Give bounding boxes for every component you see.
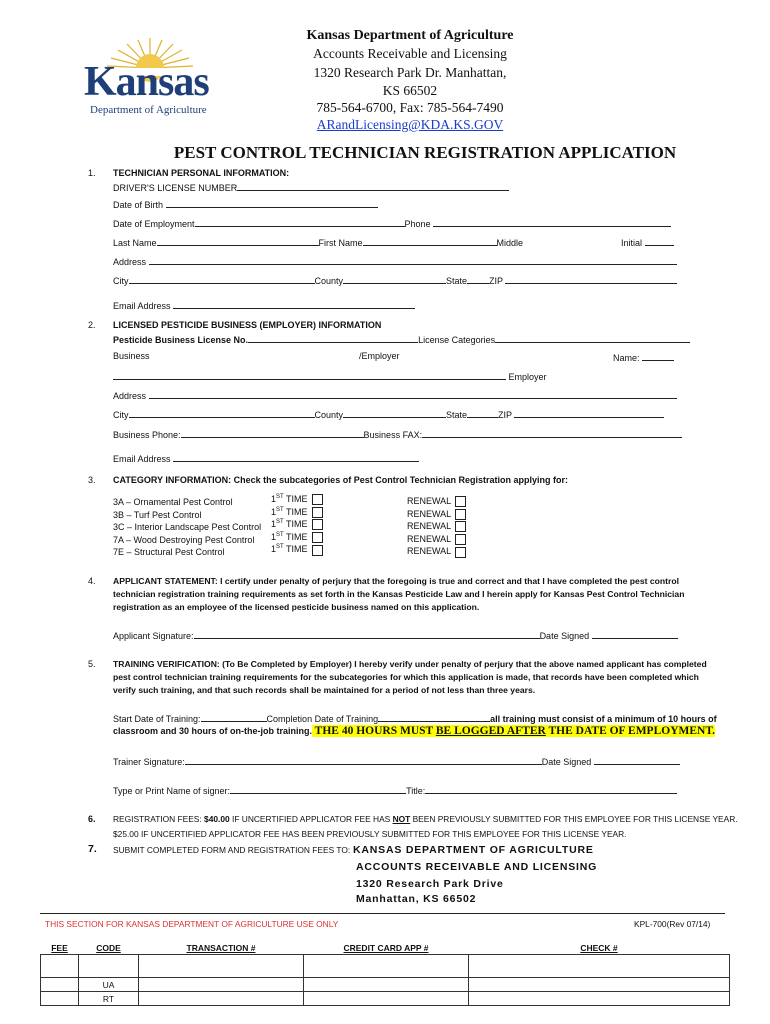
first-time-checkbox[interactable] xyxy=(312,507,323,518)
office-notice: THIS SECTION FOR KANSAS DEPARTMENT OF AGRICULTURE USE ONLY xyxy=(45,919,339,929)
dob-field[interactable] xyxy=(166,198,378,208)
doe-label: Date of Employment xyxy=(113,219,195,229)
last-name-label: Last Name xyxy=(113,238,157,248)
section-3-heading: CATEGORY INFORMATION: Check the subcategories of Pest Control Technician Registration applying for: xyxy=(113,475,569,485)
completion-date-label: Completion Date of Training xyxy=(266,714,379,724)
license-row xyxy=(113,333,690,345)
last-name-field[interactable] xyxy=(157,236,319,246)
city-row xyxy=(113,274,677,286)
code-cell[interactable] xyxy=(79,955,139,978)
header-address2: KS 66502 xyxy=(382,83,438,98)
col-credit-card: CREDIT CARD APP # xyxy=(343,942,429,953)
emp-address-field[interactable] xyxy=(149,389,677,399)
hours-banner-a: THE 40 HOURS MUST xyxy=(312,725,436,737)
license-categories-field[interactable] xyxy=(495,333,690,343)
first-time-option xyxy=(271,507,323,518)
doe-row xyxy=(113,217,671,229)
drivers-license-label: DRIVER'S LICENSE NUMBER xyxy=(113,183,238,193)
fee-line-1 xyxy=(113,814,738,824)
category-row xyxy=(113,510,202,520)
header-email-link[interactable]: ARandLicensing@KDA.KS.GOV xyxy=(316,117,504,132)
col-check: CHECK # xyxy=(580,942,618,953)
renewal-checkbox[interactable] xyxy=(455,509,466,520)
emp-address-row xyxy=(113,389,677,401)
address-row xyxy=(113,255,677,267)
first-time-number: 1 xyxy=(271,544,277,555)
office-use-table xyxy=(40,941,730,1006)
initial-row xyxy=(621,236,674,248)
first-time-checkbox[interactable] xyxy=(312,545,323,556)
first-time-number: 1 xyxy=(271,519,277,530)
start-date-label: Start Date of Training: xyxy=(113,714,201,724)
phone-field[interactable] xyxy=(433,217,671,227)
zip-label: ZIP xyxy=(489,276,503,286)
check-cell[interactable] xyxy=(469,992,730,1006)
email-label: Email Address xyxy=(113,301,171,311)
first-name-field[interactable] xyxy=(363,236,497,246)
fee-text-a: IF UNCERTIFIED APPLICATOR FEE HAS xyxy=(229,814,393,824)
training-requirement-2: classroom and 30 hours of on-the-job training. xyxy=(113,726,313,736)
emp-city-label: City xyxy=(113,410,129,420)
city-field[interactable] xyxy=(129,274,315,284)
training-requirement-1: all training must consist of a minimum of 10 hours of xyxy=(490,714,717,724)
first-time-number: 1 xyxy=(271,506,277,517)
business-phone-row xyxy=(113,428,682,440)
drivers-license-row xyxy=(113,181,509,193)
business-phone-field[interactable] xyxy=(181,428,364,438)
form-id: KPL-700(Rev 07/14) xyxy=(634,919,711,929)
county-field[interactable] xyxy=(343,274,446,284)
state-label: State xyxy=(446,276,468,286)
col-code: CODE xyxy=(96,942,121,953)
section-3-number: 3. xyxy=(88,475,96,485)
applicant-statement: APPLICANT STATEMENT: I certify under penalty of perjury that the foregoing is true and correct and that I have completed the pest control technician registration training requirements as set forth in the Kansas Pesticide Law and I herein apply for Kansas Pest Control Technician registration as an employee of the licensed pesticide business named on this application. xyxy=(113,576,685,612)
city-label: City xyxy=(113,276,129,286)
emp-zip-label: ZIP xyxy=(498,410,512,420)
signer-name-row xyxy=(113,784,677,796)
table-row xyxy=(41,992,730,1006)
employer-label: /Employer xyxy=(359,351,400,361)
trainer-date-label: Date Signed xyxy=(541,757,592,767)
first-time-sup: ST xyxy=(276,531,284,538)
business-label: Business xyxy=(113,351,150,361)
renewal-checkbox[interactable] xyxy=(455,521,466,532)
trainer-date-field[interactable] xyxy=(594,755,680,765)
name-row xyxy=(113,236,523,248)
code-cell: UA xyxy=(79,978,139,992)
first-name-label: First Name xyxy=(318,238,363,248)
emp-email-row xyxy=(113,452,419,464)
hours-banner-b: BE LOGGED AFTER xyxy=(435,725,546,737)
category-row xyxy=(113,535,254,545)
fee-cell[interactable] xyxy=(41,955,79,978)
first-time-option xyxy=(271,532,323,543)
first-time-sup: ST xyxy=(276,544,284,551)
business-name-label: Name: xyxy=(613,353,640,363)
header-address1: 1320 Research Park Dr. Manhattan, xyxy=(313,65,507,80)
transaction-cell[interactable] xyxy=(139,992,304,1006)
col-transaction: TRANSACTION # xyxy=(186,942,256,953)
page-title: PEST CONTROL TECHNICIAN REGISTRATION APPLICATION xyxy=(173,143,677,162)
emp-city-field[interactable] xyxy=(129,408,315,418)
fee-not: NOT xyxy=(392,814,411,824)
submit-address-4: Manhattan, KS 66502 xyxy=(356,893,477,905)
emp-email-label: Email Address xyxy=(113,454,171,464)
name-label-row xyxy=(613,351,674,363)
license-categories-label: License Categories xyxy=(418,335,496,345)
header-division: Accounts Receivable and Licensing xyxy=(313,46,507,61)
renewal-label: RENEWAL xyxy=(407,508,452,519)
training-req-row xyxy=(113,725,715,737)
renewal-label: RENEWAL xyxy=(407,496,452,506)
section-7-number: 7. xyxy=(88,843,97,855)
category-label: 3C – Interior Landscape Pest Control xyxy=(113,522,262,533)
table-row xyxy=(41,955,730,978)
submit-address-2: ACCOUNTS RECEIVABLE AND LICENSING xyxy=(356,861,598,873)
code-cell: RT xyxy=(79,992,139,1006)
emp-county-field[interactable] xyxy=(343,408,446,418)
renewal-checkbox[interactable] xyxy=(455,534,466,545)
section-6-number: 6. xyxy=(88,814,96,824)
renewal-label: RENEWAL xyxy=(407,546,452,557)
submit-address-3: 1320 Research Park Drive xyxy=(356,878,504,890)
business-name-field[interactable] xyxy=(642,351,674,361)
email-field[interactable] xyxy=(173,299,415,309)
signer-title-label: Title: xyxy=(406,786,426,796)
emp-address-label: Address xyxy=(113,391,147,401)
category-row xyxy=(113,547,225,557)
first-time-checkbox[interactable] xyxy=(312,519,323,530)
first-time-sup: ST xyxy=(276,519,284,526)
license-field[interactable] xyxy=(248,333,418,343)
first-time-label: TIME xyxy=(286,494,308,504)
office-divider xyxy=(40,913,725,914)
transaction-cell[interactable] xyxy=(139,955,304,978)
first-time-checkbox[interactable] xyxy=(312,532,323,543)
credit-card-cell[interactable] xyxy=(304,992,469,1006)
signer-name-field[interactable] xyxy=(230,784,406,794)
email-row xyxy=(113,299,415,311)
first-time-label: TIME xyxy=(286,531,308,542)
section-2-number: 2. xyxy=(88,320,96,330)
renewal-option xyxy=(407,496,466,507)
first-time-option xyxy=(271,494,323,505)
renewal-option xyxy=(407,509,466,520)
emp-city-row xyxy=(113,408,664,420)
fee-text-b: BEEN PREVIOUSLY SUBMITTED FOR THIS EMPLOYEE FOR THIS LICENSE YEAR. xyxy=(410,814,738,824)
check-cell[interactable] xyxy=(469,978,730,992)
trainer-signature-label: Trainer Signature: xyxy=(113,757,185,767)
category-label: 7E – Structural Pest Control xyxy=(113,547,225,558)
table-header-row xyxy=(41,941,730,955)
license-label: Pesticide Business License No. xyxy=(113,335,249,345)
renewal-label: RENEWAL xyxy=(407,533,452,544)
employer-row xyxy=(113,370,547,382)
renewal-checkbox[interactable] xyxy=(455,496,466,507)
check-cell[interactable] xyxy=(469,955,730,978)
fee-amount: $40.00 xyxy=(201,814,230,824)
category-label: 3A – Ornamental Pest Control xyxy=(113,497,233,507)
drivers-license-field[interactable] xyxy=(237,181,509,191)
initial-field[interactable] xyxy=(645,236,674,246)
section-1-number: 1. xyxy=(88,168,96,178)
emp-county-label: County xyxy=(314,410,344,420)
first-time-option xyxy=(271,519,323,530)
emp-state-field[interactable] xyxy=(467,408,498,418)
header-phone: 785-564-6700, Fax: 785-564-7490 xyxy=(316,100,504,115)
section-1-heading: TECHNICIAN PERSONAL INFORMATION: xyxy=(113,168,290,178)
phone-label: Phone xyxy=(404,219,431,229)
county-label: County xyxy=(314,276,344,286)
renewal-option xyxy=(407,534,466,545)
renewal-label: RENEWAL xyxy=(407,521,452,532)
first-time-checkbox[interactable] xyxy=(312,494,323,505)
emp-email-field[interactable] xyxy=(173,452,419,462)
logo-wordmark: Kansas xyxy=(84,59,209,105)
first-time-label: TIME xyxy=(286,506,308,517)
training-dates-row xyxy=(113,712,717,724)
applicant-signature-row xyxy=(113,629,678,641)
header-org: Kansas Department of Agriculture xyxy=(306,28,514,43)
trainer-signature-row xyxy=(113,755,680,767)
employer2-label: Employer xyxy=(508,372,547,382)
category-label: 7A – Wood Destroying Pest Control xyxy=(113,534,255,545)
logo-subtitle: Department of Agriculture xyxy=(90,104,207,116)
category-row xyxy=(113,497,233,507)
submit-label: SUBMIT COMPLETED FORM AND REGISTRATION FEES TO: xyxy=(113,845,351,855)
first-time-sup: ST xyxy=(276,494,284,500)
credit-card-cell[interactable] xyxy=(304,955,469,978)
section-2-heading: LICENSED PESTICIDE BUSINESS (EMPLOYER) INFORMATION xyxy=(113,320,382,330)
renewal-option xyxy=(407,521,466,532)
completion-date-field[interactable] xyxy=(378,712,490,722)
first-time-label: TIME xyxy=(286,544,308,555)
first-time-sup: ST xyxy=(276,506,284,513)
section-5-number: 5. xyxy=(88,659,96,669)
table-row xyxy=(41,978,730,992)
address-label: Address xyxy=(113,257,147,267)
col-fee: FEE xyxy=(51,942,68,953)
kda-logo xyxy=(80,34,220,120)
doe-field[interactable] xyxy=(195,217,405,227)
business-fax-label: Business FAX: xyxy=(363,430,423,440)
dob-label: Date of Birth xyxy=(113,200,164,210)
applicant-signature-field[interactable] xyxy=(194,629,540,639)
first-time-option xyxy=(271,544,323,555)
state-field[interactable] xyxy=(467,274,489,284)
trainer-signature-field[interactable] xyxy=(185,755,542,765)
fee-line-2: $25.00 IF UNCERTIFIED APPLICATOR FEE HAS BEEN PREVIOUSLY SUBMITTED FOR THIS EMPLOYEE FOR THIS LICENSE YEAR. xyxy=(113,829,627,839)
emp-zip-field[interactable] xyxy=(514,408,664,418)
fee-label: REGISTRATION FEES: xyxy=(113,814,202,824)
hours-banner-c: THE DATE OF EMPLOYMENT. xyxy=(545,725,716,737)
dob-row xyxy=(113,198,378,210)
renewal-checkbox[interactable] xyxy=(455,547,466,558)
employer-name-field[interactable] xyxy=(113,370,506,380)
credit-card-cell[interactable] xyxy=(304,978,469,992)
middle-label: Middle xyxy=(496,238,524,248)
signer-name-label: Type or Print Name of signer: xyxy=(113,786,231,796)
transaction-cell[interactable] xyxy=(139,978,304,992)
training-verification: TRAINING VERIFICATION: (To Be Completed by Employer) I hereby verify under penalty of perjury that the above named applicant has completed pest control technician training requirements for the subcategories for which this application is made, that records have been completed which verify such training, and that such records shall be maintained for a period of not less than three years. xyxy=(113,659,707,695)
renewal-option xyxy=(407,546,466,557)
first-time-number: 1 xyxy=(271,494,277,504)
fee-cell[interactable] xyxy=(41,978,79,992)
hours-banner xyxy=(312,725,715,737)
start-date-field[interactable] xyxy=(201,712,267,722)
section-4-number: 4. xyxy=(88,576,96,586)
address-field[interactable] xyxy=(149,255,677,265)
business-phone-label: Business Phone: xyxy=(113,430,181,440)
category-label: 3B – Turf Pest Control xyxy=(113,509,202,520)
emp-state-label: State xyxy=(446,410,468,420)
applicant-date-label: Date Signed xyxy=(539,631,590,641)
category-row xyxy=(113,522,261,532)
first-time-number: 1 xyxy=(271,531,277,542)
submit-address-1: KANSAS DEPARTMENT OF AGRICULTURE xyxy=(353,844,594,856)
zip-field[interactable] xyxy=(505,274,677,284)
business-fax-field[interactable] xyxy=(422,428,682,438)
fee-cell[interactable] xyxy=(41,992,79,1006)
applicant-date-field[interactable] xyxy=(592,629,678,639)
signer-title-field[interactable] xyxy=(425,784,677,794)
applicant-signature-label: Applicant Signature: xyxy=(113,631,194,641)
initial-label: Initial xyxy=(621,238,643,248)
first-time-label: TIME xyxy=(286,519,308,530)
